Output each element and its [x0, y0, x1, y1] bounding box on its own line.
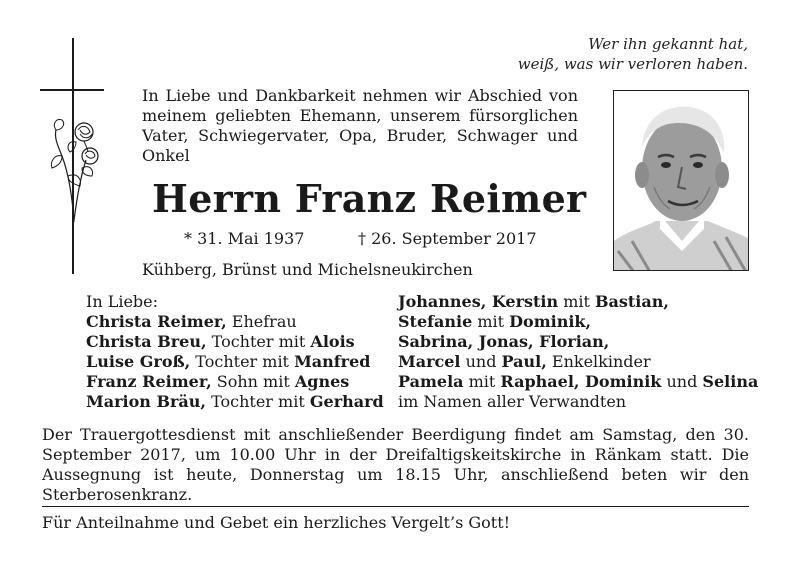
quote-line-1: Wer ihn gekannt hat,	[588, 35, 748, 53]
survivor-text: mit	[558, 292, 595, 311]
survivor-text: im Namen aller Verwandten	[398, 392, 627, 411]
survivor-text: Franz Reimer,	[86, 372, 212, 391]
survivor-text: Enkelkinder	[546, 352, 651, 371]
survivor-text: Johannes, Kerstin	[398, 292, 559, 311]
survivor-line	[86, 392, 384, 412]
survivor-line	[398, 312, 758, 332]
survivor-text: Marcel	[398, 352, 461, 371]
home-places: Kühberg, Brünst und Michelsneukirchen	[142, 260, 473, 279]
survivor-text: Paul,	[501, 352, 547, 371]
survivor-text: Bastian,	[595, 292, 669, 311]
survivor-text: Sohn mit	[211, 372, 295, 391]
survivor-line	[86, 352, 384, 372]
survivor-text: Christa Breu,	[86, 332, 207, 351]
divider-line	[42, 506, 749, 507]
survivor-text: Luise Groß,	[86, 352, 191, 371]
survivor-text: Sabrina, Jonas, Florian,	[398, 332, 610, 351]
survivor-text: Dominik,	[509, 312, 592, 331]
epitaph-quote	[518, 34, 748, 74]
survivor-text: Marion Bräu,	[86, 392, 206, 411]
survivor-text: Raphael, Dominik	[500, 372, 662, 391]
survivor-text: In Liebe:	[86, 292, 159, 311]
survivors-right-column	[398, 292, 758, 412]
survivor-line	[398, 372, 758, 392]
birth-date: * 31. Mai 1937	[184, 229, 305, 248]
funeral-notice: Der Trauergottesdienst mit anschließender Beerdigung findet am Samstag, den 30. September 2017, um 10.00 Uhr in der Dreifaltigskeitskirche in Ränkam statt. Die Aussegnung ist heute, Donnerstag um 18.15 Uhr, anschließend beten wir den Sterberosenkranz.	[42, 425, 749, 504]
survivor-line	[86, 332, 384, 352]
deceased-name: Herrn Franz Reimer	[152, 176, 587, 221]
survivor-text: Agnes	[294, 372, 350, 391]
survivor-text: Gerhard	[309, 392, 384, 411]
survivor-text: Pamela	[398, 372, 464, 391]
survivor-text: Manfred	[294, 352, 371, 371]
survivor-text: Selina	[702, 372, 759, 391]
death-date: † 26. September 2017	[358, 229, 537, 248]
survivor-text: Tochter mit	[205, 392, 310, 411]
survivor-text: Christa Reimer,	[86, 312, 227, 331]
survivor-text: mit	[463, 372, 501, 391]
survivor-line	[86, 312, 384, 332]
survivor-text: Ehefrau	[226, 312, 297, 331]
survivor-text: Tochter mit	[190, 352, 295, 371]
survivor-line	[398, 352, 758, 372]
survivors-left-column	[86, 292, 384, 412]
portrait-image	[614, 91, 749, 271]
portrait-photo	[613, 90, 749, 271]
survivor-line	[398, 332, 758, 352]
closing-line: Für Anteilnahme und Gebet ein herzliches Vergelt’s Gott!	[42, 513, 511, 532]
survivor-text: mit	[472, 312, 510, 331]
survivor-line	[398, 292, 758, 312]
survivor-text: Tochter mit	[206, 332, 311, 351]
survivor-text: und	[460, 352, 502, 371]
intro-text: In Liebe und Dankbarkeit nehmen wir Abschied von meinem geliebten Ehemann, unserem fürsorglichen Vater, Schwiegervater, Opa, Bruder, Schwager und Onkel	[142, 86, 578, 165]
survivor-line	[398, 392, 758, 412]
survivor-text: Stefanie	[398, 312, 473, 331]
cross-with-roses-icon	[38, 72, 110, 224]
quote-line-2: weiß, was wir verloren haben.	[517, 55, 748, 73]
survivor-text: und	[661, 372, 703, 391]
survivor-line	[86, 292, 384, 312]
survivor-text: Alois	[310, 332, 355, 351]
survivor-line	[86, 372, 384, 392]
